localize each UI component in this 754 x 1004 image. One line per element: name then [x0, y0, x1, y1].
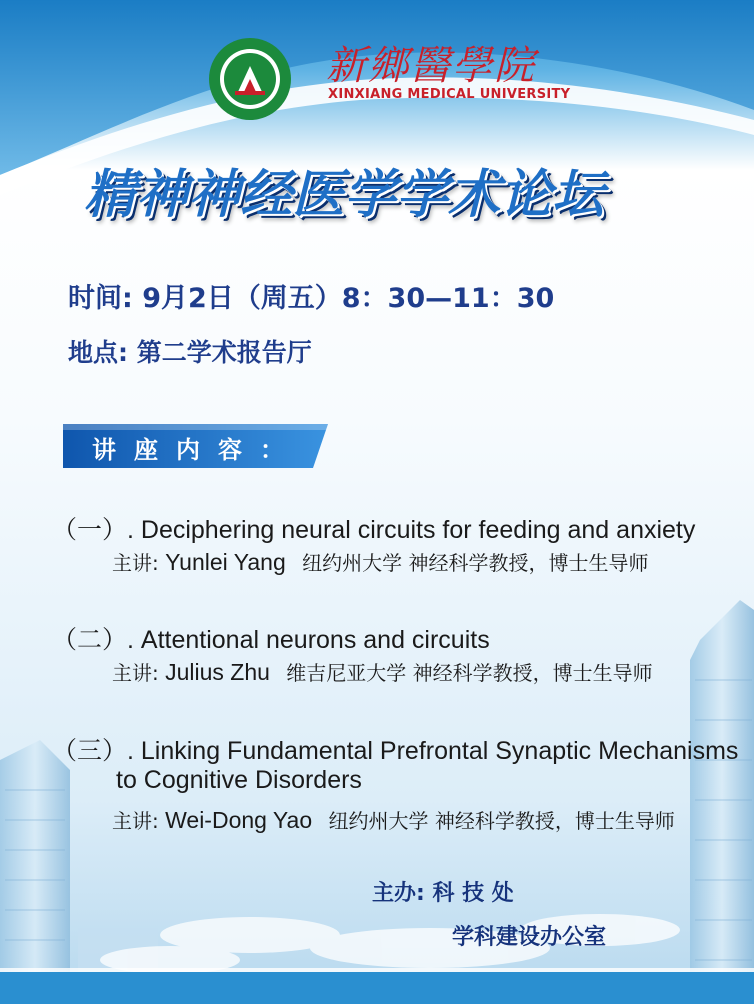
lecture-3-speaker: [112, 805, 675, 834]
speaker-name: Wei-Dong Yao: [165, 807, 313, 833]
lecture-2-title: （二）. Attentional neurons and circuits: [52, 626, 490, 654]
lecture-1-speaker: [112, 547, 648, 576]
university-logo: [207, 36, 293, 122]
event-location: 地点: 第二学术报告厅: [68, 338, 312, 367]
speaker-prefix: 主讲:: [112, 661, 159, 685]
lecture-3-title: （三）. Linking Fundamental Prefrontal Synaptic Mechanisms: [52, 737, 739, 765]
speaker-affiliation: 纽约州大学 神经科学教授，博士生导师: [302, 551, 649, 575]
lecture-1-title: （一）. Deciphering neural circuits for feeding and anxiety: [52, 516, 696, 544]
university-name-cn: 新鄉醫學院: [326, 43, 536, 89]
organizer-office: 学科建设办公室: [452, 925, 607, 950]
section-heading: 讲座内容：: [92, 436, 302, 464]
speaker-name: Julius Zhu: [165, 659, 270, 685]
speaker-prefix: 主讲:: [112, 551, 159, 575]
speaker-affiliation: 维吉尼亚大学 神经科学教授，博士生导师: [286, 661, 653, 685]
lecture-3-title-continued: to Cognitive Disorders: [116, 766, 362, 794]
lecture-2-speaker: [112, 657, 653, 686]
speaker-prefix: 主讲:: [112, 809, 159, 833]
speaker-name: Yunlei Yang: [165, 549, 286, 575]
university-name-en: XINXIANG MEDICAL UNIVERSITY: [328, 87, 571, 102]
organizer-label: 主办: 科 技 处: [372, 881, 514, 906]
event-time: 时间: 9月2日（周五）8：30—11：30: [68, 283, 555, 314]
speaker-affiliation: 纽约州大学 神经科学教授，博士生导师: [328, 809, 675, 833]
forum-title: 精神神经医学学术论坛: [84, 165, 605, 225]
